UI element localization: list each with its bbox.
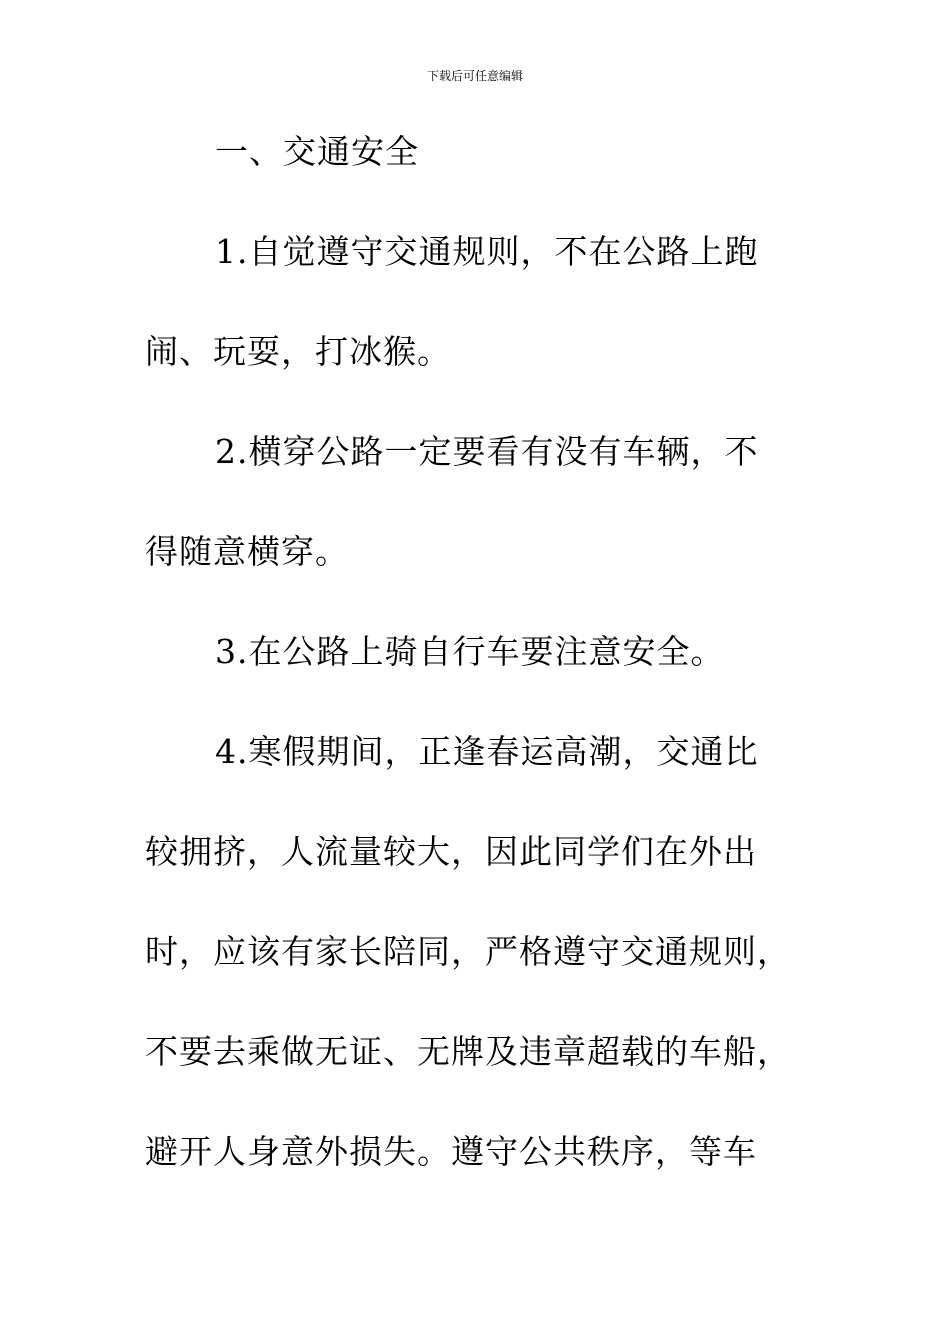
paragraph-line: 闹、玩耍，打冰猴。 xyxy=(145,332,451,371)
paragraph-line: 得随意横穿。 xyxy=(145,532,349,571)
paragraph-line: 较拥挤，人流量较大，因此同学们在外出 xyxy=(145,832,757,871)
paragraph-line: 避开人身意外损失。遵守公共秩序，等车 xyxy=(145,1132,757,1171)
header-note: 下载后可任意编辑 xyxy=(426,69,523,83)
paragraph-line: 3.在公路上骑自行车要注意安全。 xyxy=(215,632,725,671)
paragraph-line: 4.寒假期间，正逢春运高潮，交通比 xyxy=(215,732,759,771)
paragraph-line: 不要去乘做无证、无牌及违章超载的车船， xyxy=(145,1032,791,1071)
paragraph-line: 1.自觉遵守交通规则，不在公路上跑 xyxy=(215,232,759,271)
paragraph-line: 2.横穿公路一定要看有没有车辆，不 xyxy=(215,432,759,471)
section-heading: 一、交通安全 xyxy=(215,132,419,171)
paragraph-line: 时，应该有家长陪同，严格遵守交通规则， xyxy=(145,932,791,971)
